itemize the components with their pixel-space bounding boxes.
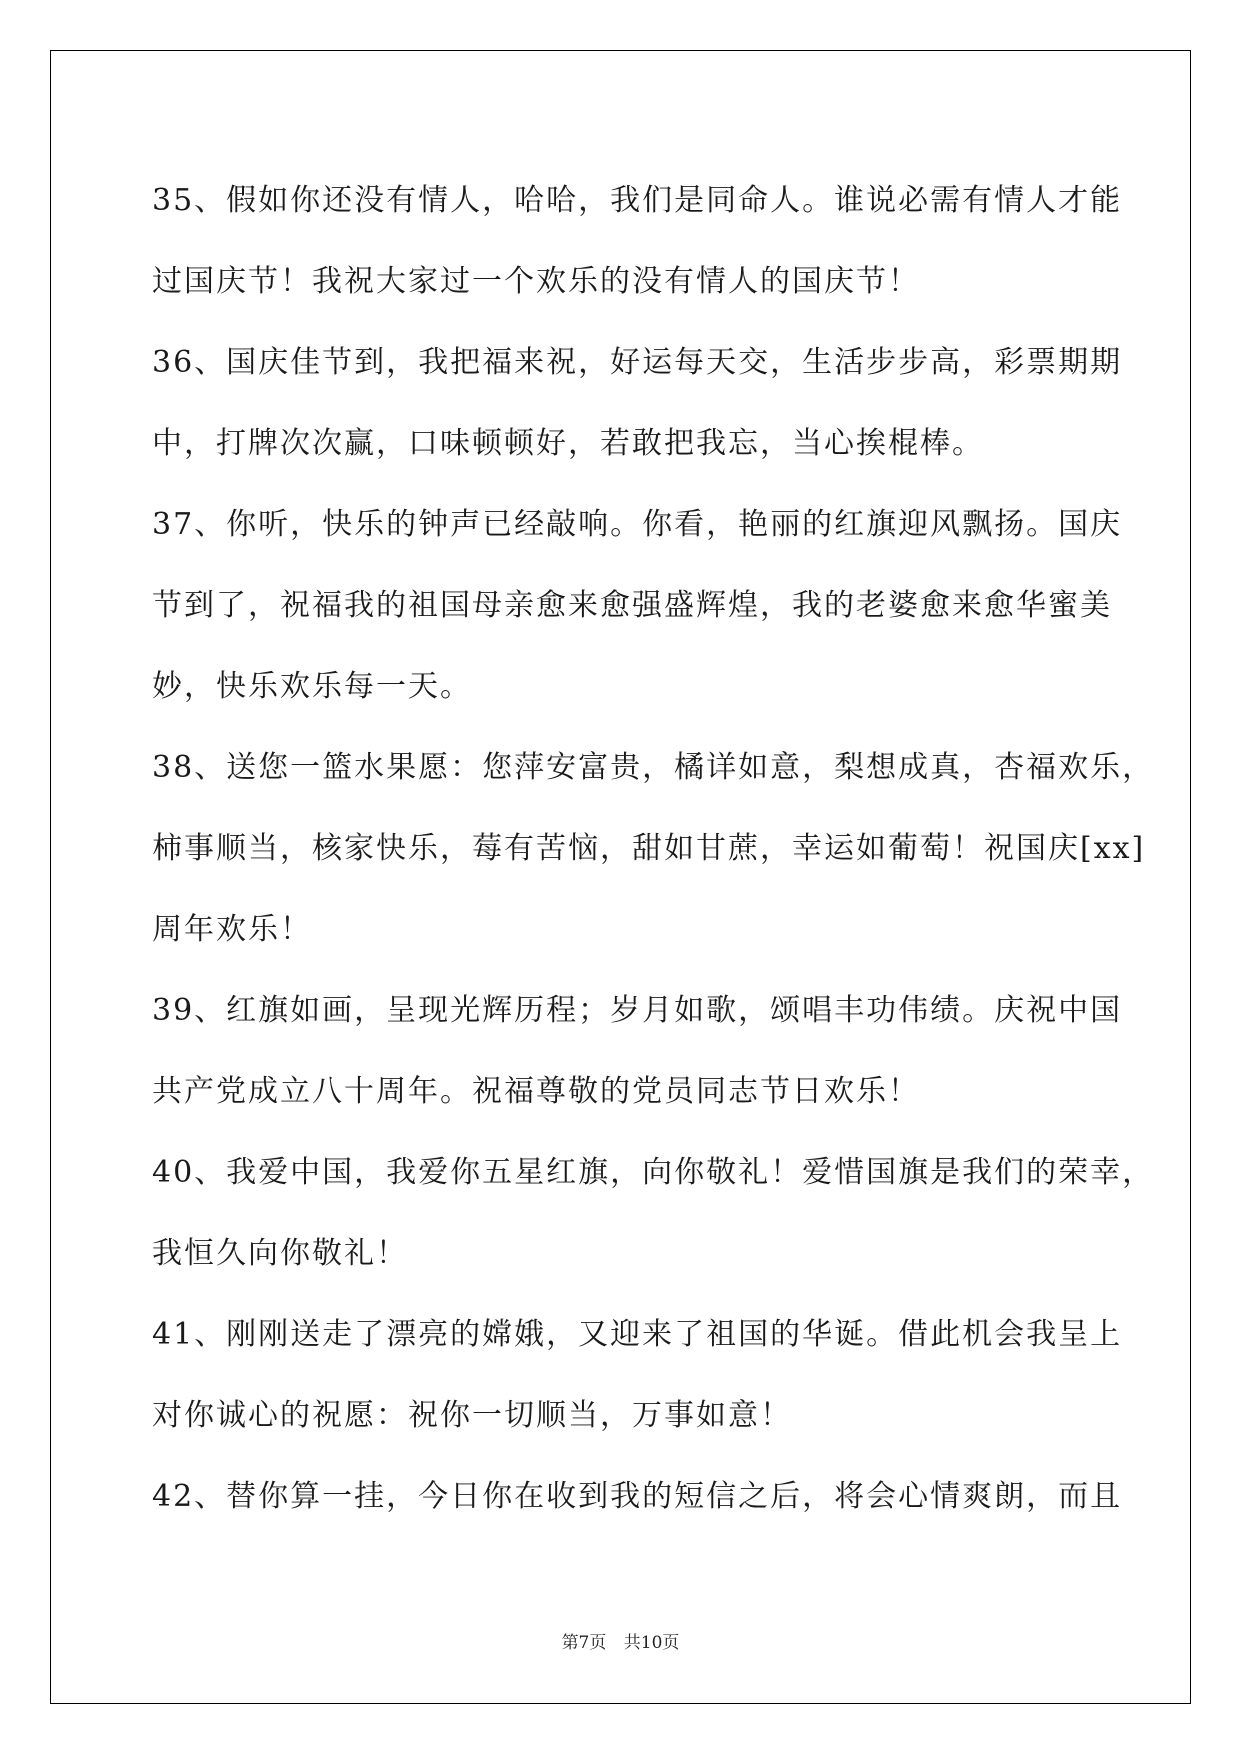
page-footer [0,1628,1241,1653]
text-line: 共产党成立八十周年。祝福尊敬的党员同志节日欢乐！ [152,1074,920,1109]
text-line: 中，打牌次次赢，口味顿顿好，若敢把我忘，当心挨棍棒。 [152,426,984,461]
text-line: 37、你听，快乐的钟声已经敲响。你看，艳丽的红旗迎风飘扬。国庆 [152,507,1123,542]
text-line: 35、假如你还没有情人，哈哈，我们是同命人。谁说必需有情人才能 [152,183,1123,218]
text-line: 36、国庆佳节到，我把福来祝，好运每天交，生活步步高，彩票期期 [152,345,1123,380]
total-pages: 共10页 [623,1633,680,1653]
text-line: 对你诚心的祝愿：祝你一切顺当，万事如意！ [152,1398,792,1433]
text-line: 妙，快乐欢乐每一天。 [152,669,472,704]
document-body [152,160,1155,1537]
text-line: 柿事顺当，核家快乐，莓有苦恼，甜如甘蔗，幸运如葡萄！祝国庆[xx] [152,831,1146,866]
text-line: 38、送您一篮水果愿：您萍安富贵，橘详如意，梨想成真，杏福欢乐， [152,750,1155,785]
text-line: 39、红旗如画，呈现光辉历程；岁月如歌，颂唱丰功伟绩。庆祝中国 [152,993,1123,1028]
text-line: 我恒久向你敬礼！ [152,1236,408,1271]
text-line: 过国庆节！我祝大家过一个欢乐的没有情人的国庆节！ [152,264,920,299]
text-line: 40、我爱中国，我爱你五星红旗，向你敬礼！爱惜国旗是我们的荣幸， [152,1155,1155,1190]
text-line: 周年欢乐！ [152,912,312,947]
text-line: 节到了，祝福我的祖国母亲愈来愈强盛辉煌，我的老婆愈来愈华蜜美 [152,588,1112,623]
text-line: 42、替你算一挂，今日你在收到我的短信之后，将会心情爽朗，而且 [152,1479,1123,1514]
text-line: 41、刚刚送走了漂亮的嫦娥，又迎来了祖国的华诞。借此机会我呈上 [152,1317,1123,1352]
page-number: 第7页 [561,1633,607,1653]
